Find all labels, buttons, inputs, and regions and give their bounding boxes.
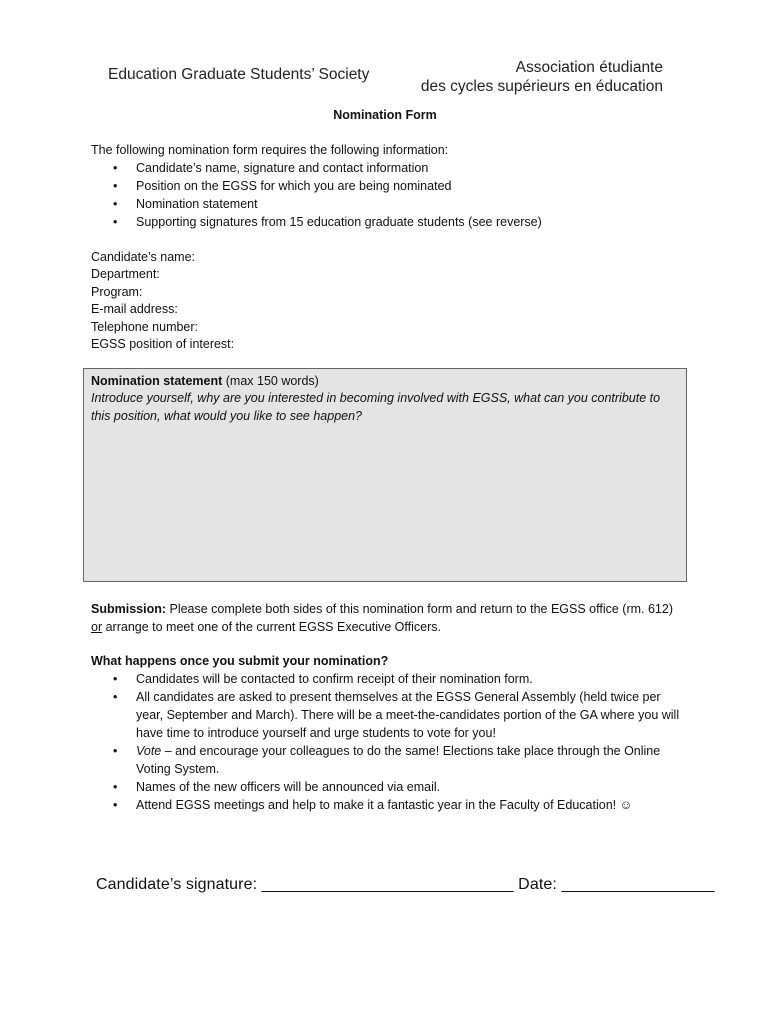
date-line[interactable]: _________________ bbox=[561, 876, 715, 893]
field-email[interactable]: E-mail address: bbox=[91, 302, 178, 317]
signature-label: Candidate’s signature: bbox=[96, 876, 262, 893]
what-happens-section bbox=[91, 652, 691, 814]
vote-rest: – and encourage your colleagues to do the same! Elections take place through the Online Voting System. bbox=[136, 744, 661, 776]
nomination-statement-box[interactable] bbox=[83, 368, 687, 582]
submission-label: Submission: bbox=[91, 602, 167, 616]
org-name-french-line1: Association étudiante bbox=[515, 59, 663, 76]
statement-heading bbox=[91, 373, 679, 390]
list-item: • Names of the new officers will be announced via email. bbox=[91, 778, 691, 796]
submission-text-part1: Please complete both sides of this nomination form and return to the EGSS office (rm. 612) bbox=[166, 602, 673, 616]
list-item: • Candidates will be contacted to confirm receipt of their nomination form. bbox=[91, 670, 691, 688]
intro-section bbox=[91, 141, 691, 231]
list-item: • Attend EGSS meetings and help to make it a fantastic year in the Faculty of Education! ☺ bbox=[91, 796, 691, 814]
what-happens-heading: What happens once you submit your nomination? bbox=[91, 654, 389, 668]
what-happens-list bbox=[91, 670, 691, 814]
candidate-fields bbox=[91, 249, 234, 353]
org-name-french-line2: des cycles supérieurs en éducation bbox=[420, 78, 663, 95]
list-item bbox=[91, 742, 691, 778]
field-candidate-name[interactable]: Candidate’s name: bbox=[91, 250, 196, 264]
list-item: • All candidates are asked to present themselves at the EGSS General Assembly (held twice per year, September and March). There will be a meet-the-candidates portion of the GA where you will have time to introduce yourself and urge students to vote for you! bbox=[91, 688, 691, 742]
submission-text-part2: arrange to meet one of the current EGSS Executive Officers. bbox=[102, 620, 441, 634]
field-program[interactable]: Program: bbox=[91, 284, 143, 299]
submission-or: or bbox=[91, 620, 103, 634]
page-title: Nomination Form bbox=[333, 108, 437, 122]
list-item: • Supporting signatures from 15 education graduate students (see reverse) bbox=[91, 213, 691, 231]
org-name-french bbox=[421, 58, 663, 96]
signature-line[interactable]: ____________________________ bbox=[261, 876, 514, 893]
list-item: • Candidate’s name, signature and contact information bbox=[91, 159, 691, 177]
submission-text bbox=[91, 600, 691, 636]
statement-prompt: Introduce yourself, why are you interested in becoming involved with EGSS, what can you contribute to this position, what would you like to see happen? bbox=[91, 391, 661, 423]
intro-lead: The following nomination form requires the following information: bbox=[91, 143, 449, 157]
list-item: • Position on the EGSS for which you are being nominated bbox=[91, 177, 691, 195]
field-department[interactable]: Department: bbox=[91, 267, 160, 282]
org-name-english: Education Graduate Students’ Society bbox=[108, 66, 370, 83]
date-label: Date: bbox=[513, 876, 562, 893]
requirements-list bbox=[91, 159, 691, 231]
field-telephone[interactable]: Telephone number: bbox=[91, 319, 199, 334]
list-item: • Nomination statement bbox=[91, 195, 691, 213]
statement-label: Nomination statement bbox=[91, 374, 223, 388]
field-position[interactable]: EGSS position of interest: bbox=[91, 337, 235, 352]
submission-section bbox=[91, 600, 691, 636]
signature-row bbox=[96, 876, 714, 894]
statement-limit: (max 150 words) bbox=[222, 374, 319, 388]
vote-word: Vote bbox=[136, 744, 162, 758]
